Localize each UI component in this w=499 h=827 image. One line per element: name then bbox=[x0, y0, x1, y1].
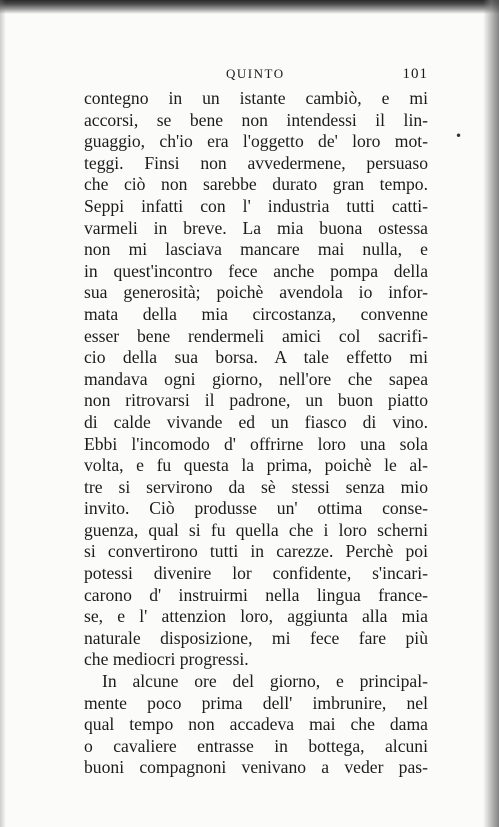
text-line: non ritrovarsi il padrone, un buon piatto bbox=[84, 390, 428, 411]
text-line: Ebbi l'incomodo d' offrirne loro una sola bbox=[84, 433, 428, 454]
text-line: o cavaliere entrasse in bottega, alcuni bbox=[84, 735, 428, 756]
text-line: sua generosità; poichè avendola io infor- bbox=[84, 282, 428, 303]
text-line: non mi lasciava mancare mai nulla, e bbox=[84, 239, 428, 260]
text-line: buoni compagnoni venivano a veder pas- bbox=[84, 757, 428, 778]
text-line: esser bene rendermeli amici col sacrifi- bbox=[84, 325, 428, 346]
text-line: che ciò non sarebbe durato gran tempo. bbox=[84, 174, 428, 195]
text-line: varmeli in breve. La mia buona ostessa bbox=[84, 217, 428, 238]
text-line: potessi divenire lor confidente, s'incari- bbox=[84, 563, 428, 584]
text-line: cio della sua borsa. A tale effetto mi bbox=[84, 347, 428, 368]
text-line: guenza, qual si fu quella che i loro scherni bbox=[84, 519, 428, 540]
paragraph-end-line: che mediocri progressi. bbox=[84, 649, 249, 670]
page-right-edge-shadow bbox=[483, 0, 499, 827]
text-line: tre si servirono da sè stessi senza mio bbox=[84, 476, 428, 497]
text-line: si convertirono tutti in carezze. Perchè poi bbox=[84, 541, 428, 562]
text-line: qual tempo non accadeva mai che dama bbox=[84, 714, 428, 735]
paragraph-first-line: In alcune ore del giorno, e principal- bbox=[102, 671, 428, 692]
page-number: 101 bbox=[402, 66, 428, 82]
text-line: carono d' instruirmi nella lingua france- bbox=[84, 584, 428, 605]
text-line: se, e l' attenzion loro, aggiunta alla mia bbox=[84, 606, 428, 627]
text-line: volta, e fu questa la prima, poichè le al- bbox=[84, 455, 428, 476]
margin-mark: • bbox=[455, 129, 463, 143]
body-text bbox=[84, 88, 428, 779]
text-line: mente poco prima dell' imbrunire, nel bbox=[84, 692, 428, 713]
running-head-title: QUINTO bbox=[226, 66, 285, 81]
page-top-edge-shadow bbox=[0, 0, 499, 14]
text-line: di calde vivande ed un fiasco di vino. bbox=[84, 411, 428, 432]
text-line: Seppi infatti con l' industria tutti catti- bbox=[84, 195, 428, 216]
text-line: invito. Ciò produsse un' ottima conse- bbox=[84, 498, 428, 519]
text-line: contegno in un istante cambiò, e mi bbox=[84, 88, 428, 108]
text-line: naturale disposizione, mi fece fare più bbox=[84, 627, 428, 648]
running-head bbox=[84, 66, 428, 84]
page-left-edge-shadow bbox=[0, 0, 6, 827]
text-line: in quest'incontro fece anche pompa della bbox=[84, 260, 428, 281]
text-line: accorsi, se bene non intendessi il lin- bbox=[84, 109, 428, 130]
text-line: guaggio, ch'io era l'oggetto de' loro mot- bbox=[84, 131, 428, 152]
text-line: mata della mia circostanza, convenne bbox=[84, 303, 428, 324]
text-line: teggi. Finsi non avvedermene, persuaso bbox=[84, 152, 428, 173]
text-line: mandava ogni giorno, nell'ore che sapea bbox=[84, 368, 428, 389]
